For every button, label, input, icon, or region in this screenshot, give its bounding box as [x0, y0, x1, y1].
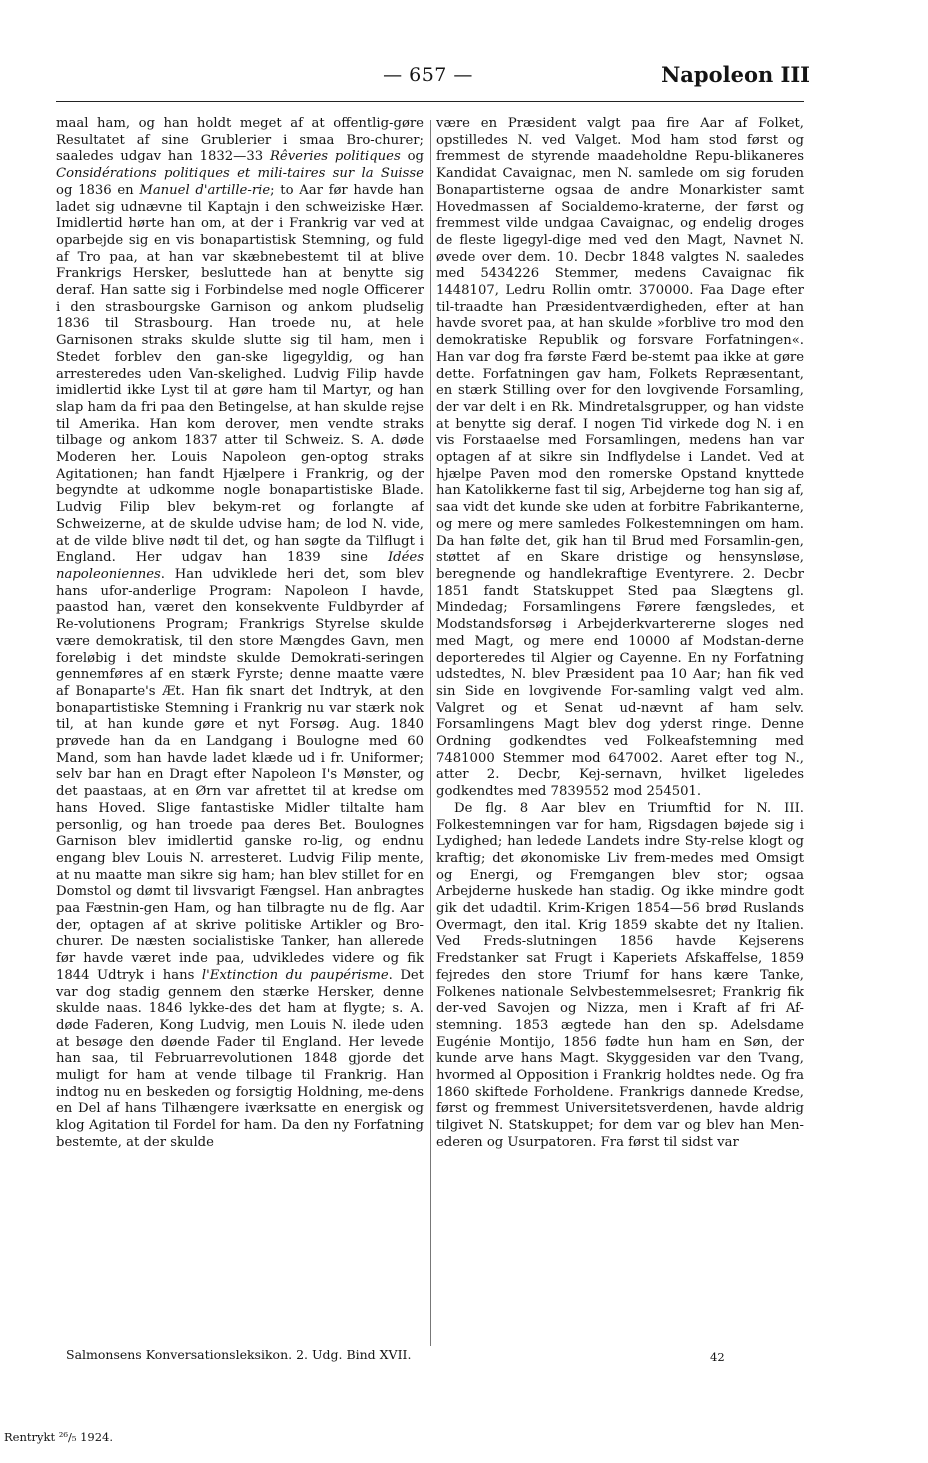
book-title: Considérations politiques et mili-taires sur la Suisse [56, 166, 424, 182]
footer-source: Salmonsens Konversationsleksikon. 2. Udg. Bind XVII. [66, 1347, 412, 1362]
book-title: Manuel d'artille-rie [139, 182, 271, 198]
page-number: — 657 — [383, 64, 473, 86]
right-paragraph-2: De flg. 8 Aar blev en Triumftid for N. III. Folkestemningen var for ham, Rigsdagen bøjede sig i Lydighed; han ledede Landets indre Sty-relse klogt og kraftig; det økonomiske Liv frem-medes med Omsigt og Energi, og Fremgangen blev stor; ogsaa Arbejderne huskede han stadig. Og ikke mindre godt gik det udadtil. Krim-Krigen 1854—56 brød Ruslands Overmagt, den ital. Krig 1859 skabte det ny Italien. Ved Freds-slutningen 1856 havde Kejserens Fredstanker sat Frugt i Kaperiets Afskaffelse, 1859 fejredes den store Triumf for hans kære Tanke, Folkenes nationale Selvbestemmelsesret; Frankrig fik der-ved Savojen og Nizza, men i Kraft af fri Af-stemning. 1853 ægtede han den sp. Adelsdame Eugénie Montijo, 1856 fødte hun ham en Søn, der kunde arve hans Magt. Skyggesiden var den Tvang, hvormed al Opposition i Frankrig holdtes nede. Og fra 1860 skiftede Forholdene. Frankrigs dannede Kredse, først og fremmest Universitetsverdenen, havde aldrig tilgivet N. Statskuppet; for dem var og blev han Men-ederen og Usurpatoren. Fra først til sidst var [436, 800, 804, 1150]
header-rule [56, 101, 804, 102]
page-header [0, 0, 928, 100]
running-title: Napoleon III [661, 62, 810, 87]
left-column [56, 116, 424, 1346]
book-title: l'Extinction du paupérisme [201, 967, 389, 983]
text-run: maal ham, og han holdt meget af at offentlig-gøre Resultatet af sine Grublerier i smaa Bro-churer; saaledes udgav han 1832—33 [56, 116, 424, 165]
text-run: . Det var dog stadig gennem den stærke Hersker, denne skulde naas. 1846 lykke-des det ham at flygte; s. A. døde Faderen, Kong Ludvig, men Louis N. ilede uden at besøge den døende Fader til England. Her levede han saa, til Februarrevolutionen 1848 gjorde det muligt for ham at vende tilbage til Frankrig. Han indtog nu en beskeden og forsigtig Holdning, me-dens en Del af hans Tilhængere iværksatte en energisk og klog Agitation til Fordel for ham. Da den ny Forfatning bestemte, at der skulde [56, 967, 424, 1150]
footer-signature: 42 [710, 1350, 725, 1364]
text-run: ; to Aar før havde han ladet sig udnævne til Kaptajn i den schweiziske Hær. Imidlertid hørte han om, at der i Frankrig var ved at oparbejde sig en vis bonapartistisk Stemning, og fuld af Tro paa, at han var skæbnebestemt til at blive Frankrigs Hersker, besluttede han at benytte sig deraf. Han satte sig i Forbindelse med nogle Officerer i den strasbourgske Garnison og ankom pludselig 1836 til Strasbourg. Han troede nu, at hele Garnisonen straks skulde slutte sig til ham, men i Stedet forblev den gan-ske ligegyldig, og han arresteredes uden Van-skelighed. Ludvig Filip havde imidlertid ikke Lyst til at gøre ham til Martyr, og han slap ham da fri paa den Betingelse, at han skulde rejse til Amerika. Han kom derover, men vendte straks tilbage og ankom 1837 atter til Schweiz. S. A. døde Moderen her. Louis Napoleon gen-optog straks Agitationen; han fandt Hjælpere i Frankrig, og der begyndte at udkomme nogle bonapartistiske Blade. Ludvig Filip blev bekym-ret og forlangte af Schweizerne, at de skulde udvise ham; de lod N. vide, at de vilde blive nødt til det, og han søgte da Tilflugt i England. Her udgav han 1839 sine [56, 182, 424, 566]
column-divider [430, 120, 431, 1346]
left-paragraph [56, 116, 424, 1152]
right-column [436, 116, 804, 1346]
book-title: Rêveries politiques [269, 149, 401, 165]
right-paragraph-1: være en Præsident valgt paa fire Aar af Folket, opstilledes N. ved Valget. Mod ham stod først og fremmest de styrende maadeholdne Repu-blikaneres Kandidat Cavaignac, men N. samlede om sig foruden Bonapartisterne ogsaa de andre Monarkister samt Hovedmassen af Socialdemo-kraterne, der først og fremmest vilde undgaa Cavaignac, og endelig droges de fleste ligegyl-dige med ved den Magt, Navnet N. øvede over dem. 10. Decbr 1848 valgtes N. saaledes med 5434226 Stemmer, medens Cavaignac fik 1448107, Ledru Rollin omtr. 370000. Faa Dage efter til-traadte han Præsidentværdigheden, efter at han havde svoret paa, at han skulde »forblive tro mod den demokratiske Republik og forsvare Forfatningen«. Han var dog fra første Færd be-stemt paa ikke at gøre dette. Forfatningen gav ham, Folkets Repræsentant, en stærk Stilling over for den lovgivende Forsamling, der var delt i en Rk. Mindretalsgrupper, og han vidste at benytte sig deraf. I nogen Tid virkede dog N. i en vis Forstaaelse med Forsamlingen, medens han var optagen af at sikre sin Indflydelse i Landet. Ved at hjælpe Paven mod den romerske Opstand knyttede han Katolikkerne fast til sig, Arbejderne tog han sig af, saa vidt det kunde ske uden at forbitre Fabrikanterne, og mere og mere samledes Folkestemningen om ham. Da han følte det, gik han til Brud med Forsamlin-gen, støttet af en Skare dristige og hensynsløse, beregnende og handlekraftige Eventyrere. 2. Decbr 1851 fandt Statskuppet Sted paa Slægtens gl. Mindedag; Forsamlingens Førere fængsledes, et Modstandsforsøg i Arbejderkvartererne sloges ned med Magt, og mere end 10000 af Modstan-derne deporteredes til Algier og Cayenne. En ny Forfatning udstedtes, N. blev Præsident paa 10 Aar; han fik ved sin Side en lovgivende For-samling valgt ved alm. Valgret og et Senat ud-nævnt af ham selv. Forsamlingens Magt blev dog yderst ringe. Denne Ordning godkendtes ved Folkeafstemning med 7481000 Stemmer mod 647002. Aaret efter tog N., atter 2. Decbr, Kej-sernavn, hvilket ligeledes godkendtes med 7839552 mod 254501. [436, 116, 804, 800]
text-run: og [400, 149, 424, 165]
text-run: . Han udviklede heri det, som blev hans ufor-anderlige Program: Napoleon I havde, paastod han, været den konsekvente Fuldbyrder af Re-volutionens Program; Frankrigs Styrelse skulde være demokratisk, til den store Mængdes Gavn, men foreløbig i det mindste skulde Demokrati-seringen gennemføres af en stærk Fyrste; denne maatte være af Bonaparte's Æt. Han fik snart det Indtryk, at den bonapartistiske Stemning i Frankrig nu var stærk nok til, at han kunde gøre et nyt Forsøg. Aug. 1840 prøvede han da en Landgang i Boulogne med 60 Mand, som han havde ladet klæde ud i fr. Uniformer; selv bar han en Dragt efter Napoleon I's Mønster, og det paastaas, at en Ørn var afrettet til at kredse om hans Hoved. Slige fantastiske Midler tiltalte ham personlig, og han troede paa deres Bet. Boulognes Garnison blev imidlertid ganske ro-lig, og endnu engang blev Louis N. arresteret. Ludvig Filip mente, at nu maatte man sikre sig ham; han blev stillet for en Domstol og dømt til livsvarigt Fængsel. Han anbragtes paa Fæstnin-gen Ham, og han tilbragte nu de flg. Aar der, optagen af at skrive politiske Artikler og Bro-churer. De næsten socialistiske Tanker, han allerede før havde været inde paa, udvikledes videre og fik 1844 Udtryk i hans [56, 566, 424, 983]
text-run: og 1836 en [56, 182, 140, 198]
reprint-note: Rentrykt ²⁶/₅ 1924. [4, 1430, 114, 1444]
book-title: Idées napoleoniennes [56, 550, 424, 582]
